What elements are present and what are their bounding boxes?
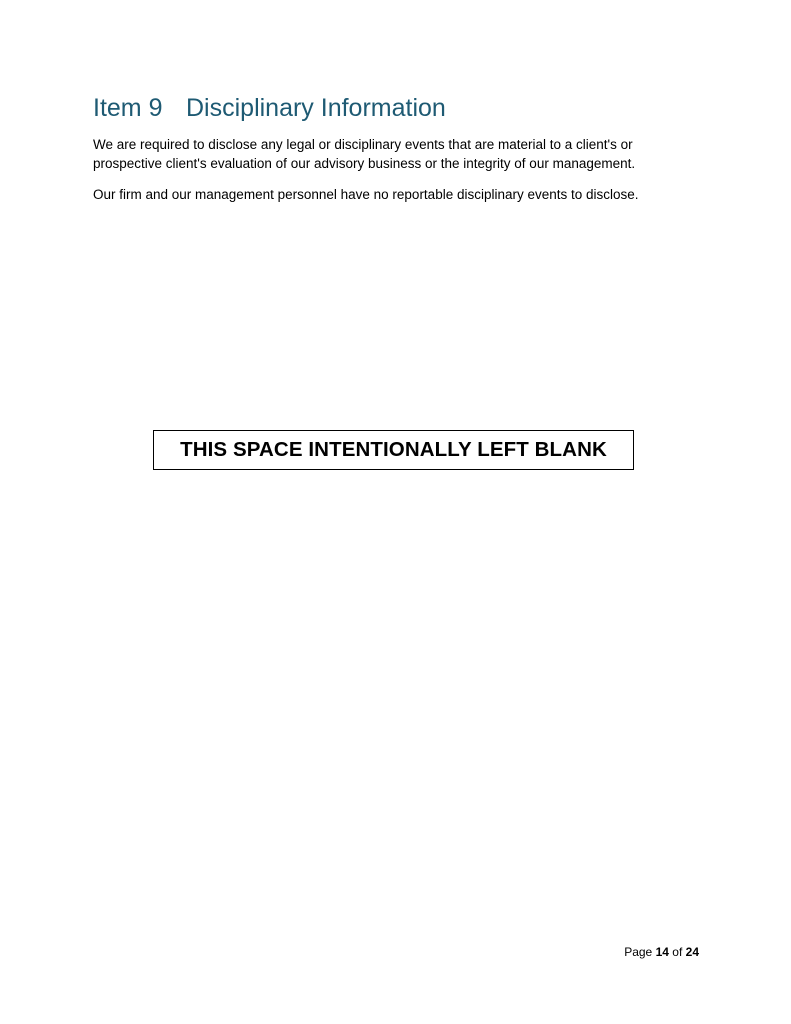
section-heading: [93, 92, 446, 124]
section-title: Disciplinary Information: [186, 94, 446, 122]
page-number-footer: [624, 944, 699, 960]
total-pages-number: 24: [685, 945, 699, 959]
intentionally-blank-notice: [153, 430, 634, 470]
no-events-paragraph: Our firm and our management personnel have no reportable disciplinary events to disclose.: [93, 187, 639, 202]
page-label: Page: [624, 945, 653, 959]
disclosure-requirement-paragraph: We are required to disclose any legal or disciplinary events that are material to a client's or prospective client's evaluation of our advisory business or the integrity of our management.: [93, 137, 636, 171]
item-number: Item 9: [93, 94, 163, 122]
current-page-number: 14: [655, 945, 669, 959]
of-label: of: [672, 945, 683, 959]
intentionally-blank-text: THIS SPACE INTENTIONALLY LEFT BLANK: [180, 438, 607, 461]
